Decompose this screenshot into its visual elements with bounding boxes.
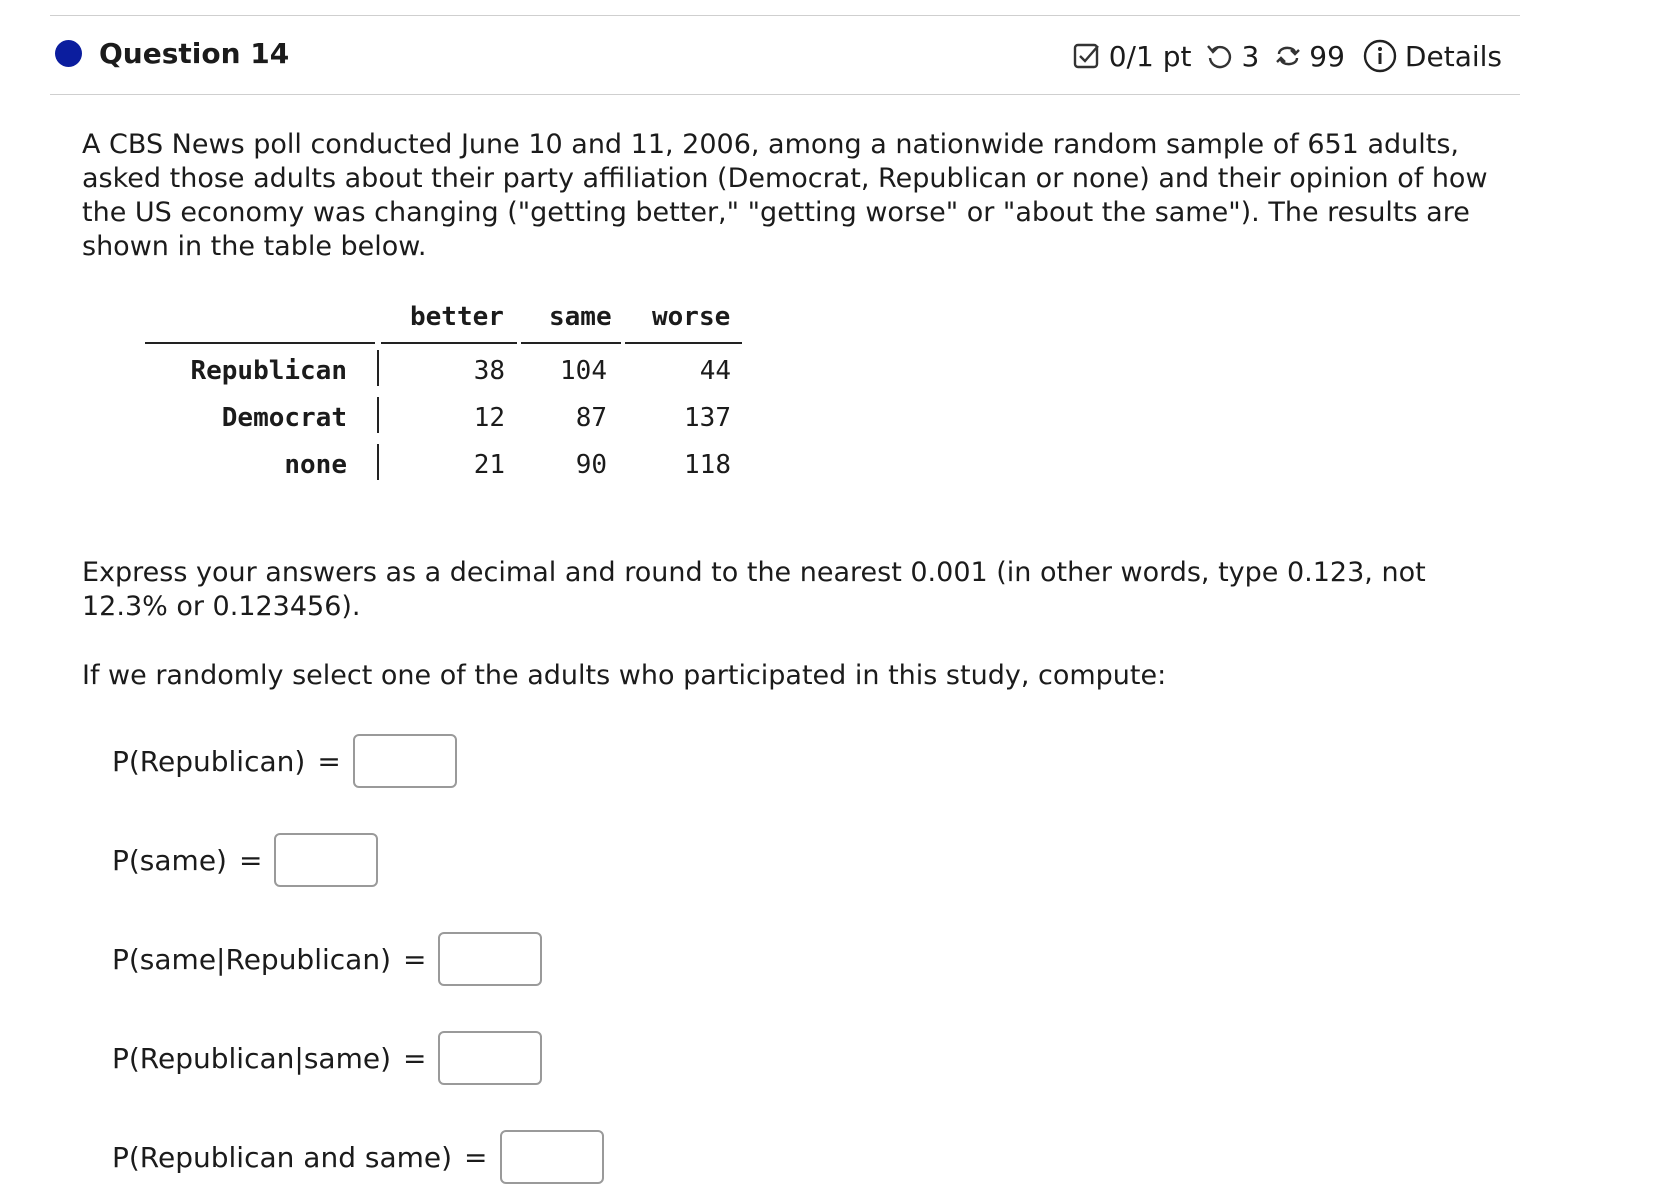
rounding-instructions: Express your answers as a decimal and round to the nearest 0.001 (in other words, type 0.123, not 12.3% or 0.123456).	[82, 557, 1426, 622]
answer-row-p-republican-and-same	[112, 1130, 604, 1184]
equals-sign: =	[238, 843, 263, 877]
answer-input-p-same[interactable]	[274, 833, 378, 887]
cell-republican-worse: 44	[699, 356, 731, 386]
cell-republican-same: 104	[560, 356, 607, 386]
equals-sign: =	[464, 1140, 488, 1174]
cell-none-same: 90	[575, 450, 607, 480]
answer-row-p-republican	[112, 734, 457, 788]
cell-democrat-better: 12	[473, 403, 505, 433]
question-meta	[1073, 39, 1502, 73]
cell-democrat-worse: 137	[684, 403, 731, 433]
equals-sign: =	[403, 1041, 427, 1075]
answer-input-p-republican-given-same[interactable]	[438, 1031, 542, 1085]
same-rule	[521, 342, 621, 344]
answer-row-p-same	[112, 833, 378, 887]
answer-input-p-republican[interactable]	[353, 734, 457, 788]
checkbox-icon	[1073, 42, 1101, 70]
retry-icon[interactable]	[1205, 42, 1233, 70]
info-icon[interactable]	[1363, 39, 1397, 73]
equals-sign: =	[403, 942, 427, 976]
answer-row-p-republican-given-same	[112, 1031, 542, 1085]
cell-republican-better: 38	[473, 356, 505, 386]
equals-sign: =	[317, 744, 341, 778]
answer-label: P(Republican and same)	[112, 1140, 453, 1174]
cell-democrat-same: 87	[575, 403, 607, 433]
cell-none-worse: 118	[684, 450, 731, 480]
answer-label: P(same)	[112, 843, 227, 877]
points-text: 0/1 pt	[1108, 39, 1192, 73]
answer-label: P(same|Republican)	[112, 942, 391, 976]
question-header	[50, 15, 1520, 95]
row-label-rule	[145, 342, 375, 344]
answer-label: P(Republican|same)	[112, 1041, 391, 1075]
details-link[interactable]: Details	[1404, 39, 1502, 73]
retries-count: 3	[1241, 39, 1260, 73]
row-label-democrat: Democrat	[221, 403, 347, 433]
answer-input-p-republican-and-same[interactable]	[500, 1130, 604, 1184]
answer-row-p-same-given-republican	[112, 932, 542, 986]
cell-none-better: 21	[473, 450, 505, 480]
row-divider	[377, 397, 379, 433]
compute-prompt: If we randomly select one of the adults who participated in this study, compute:	[82, 660, 1167, 691]
attempts-icon	[1273, 42, 1303, 70]
answer-label: P(Republican)	[112, 744, 306, 778]
worse-rule	[625, 342, 742, 344]
row-label-none: none	[284, 450, 347, 480]
answer-input-p-same-given-republican[interactable]	[438, 932, 542, 986]
row-divider	[377, 350, 379, 386]
column-header-better: better	[410, 302, 504, 332]
better-rule	[381, 342, 517, 344]
question-title: Question 14	[99, 37, 290, 70]
row-divider	[377, 444, 379, 480]
question-intro: A CBS News poll conducted June 10 and 11, 2006, among a nationwide random sample of 651 adults, asked those adults about their party affiliation (Democrat, Republican or none) and their opinion of how the US economy was changing ("getting better," "getting worse" or "about the same"). The results are shown in the table below.	[82, 129, 1488, 262]
column-header-worse: worse	[652, 302, 731, 332]
question-status-dot	[55, 40, 82, 67]
column-header-same: same	[549, 302, 612, 332]
row-label-republican: Republican	[190, 356, 347, 386]
attempts-count: 99	[1309, 39, 1345, 73]
